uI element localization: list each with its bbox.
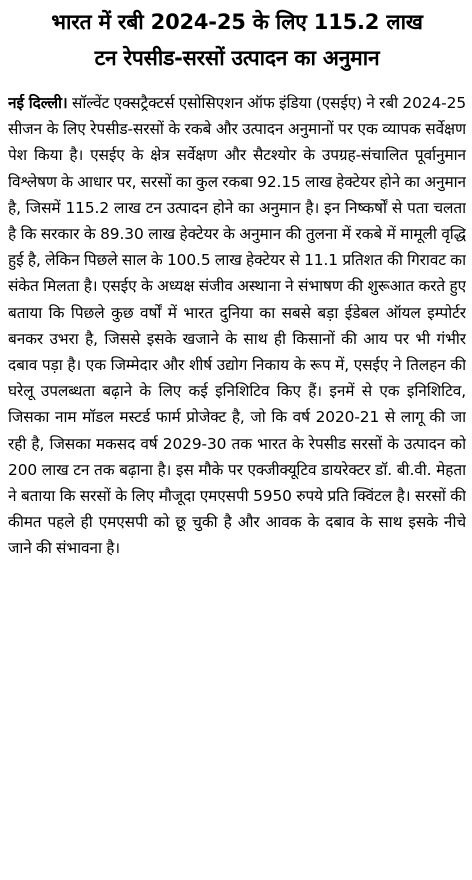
headline-line-1: भारत में रबी 2024-25 के लिए 115.2 लाख [51,10,423,34]
article-body [8,90,466,880]
article-headline [8,4,466,82]
headline-line-2: टन रेपसीड-सरसों उत्पादन का अनुमान [94,46,380,70]
article-body-text: सॉल्वेंट एक्सट्रैक्टर्स एसोसिएशन ऑफ इंडिया (एसईए) ने रबी 2024-25 सीजन के लिए रेपसीड-सरसों के रकबे और उत्पादन अनुमानों पर एक व्यापक सर्वेक्षण पेश किया है। एसईए के क्षेत्र सर्वेक्षण और सैटश्योर के उपग्रह-संचालित पूर्वानुमान विश्लेषण के आधार पर, सरसों का कुल रकबा 92.15 लाख हेक्टेयर होने का अनुमान है, जिसमें 115.2 लाख टन उत्पादन होने का अनुमान है। इन निष्कर्षों से पता चलता है कि सरकार के 89.30 लाख हेक्टेयर के अनुमान की तुलना में रकबे में मामूली वृद्धि हुई है, लेकिन पिछले साल के 100.5 लाख हेक्टेयर से 11.1 प्रतिशत की गिरावट का संकेत मिलता है। एसईए के अध्यक्ष संजीव अस्थाना ने संभाषण की शुरूआत करते हुए बताया कि पिछले कुछ वर्षों में भारत दुनिया का सबसे बड़ा ईडेबल ऑयल इम्पोर्टर बनकर उभरा है, जिससे इसके खजाने के साथ ही किसानों की आय पर भी गंभीर दबाव पड़ा है। एक जिम्मेदार और शीर्ष उद्योग निकाय के रूप में, एसईए ने तिलहन की घरेलू उपलब्धता बढ़ाने के लिए कई इनिशिटिव किए हैं। इनमें से एक इनिशिटिव, जिसका नाम मॉडल मस्टर्ड फार्म प्रोजेक्ट है, जो कि वर्ष 2020-21 से लागू की जा रही है, जिसका मकसद वर्ष 2029-30 तक भारत के रेपसीड सरसों के उत्पादन को 200 लाख टन तक बढ़ाना है। इस मौके पर एक्जीक्यूटिव डायरेक्टर डॉ. बी.वी. मेहता ने बताया कि सरसों के लिए मौजूदा एमएसपी 5950 रुपये प्रति क्विंटल है। सरसों की कीमत पहले ही एमएसपी को छू चुकी है और आवक के दबाव के साथ इसके नीचे जाने की संभावना है। [8,94,466,558]
article-dateline: नई दिल्ली। [8,94,68,112]
